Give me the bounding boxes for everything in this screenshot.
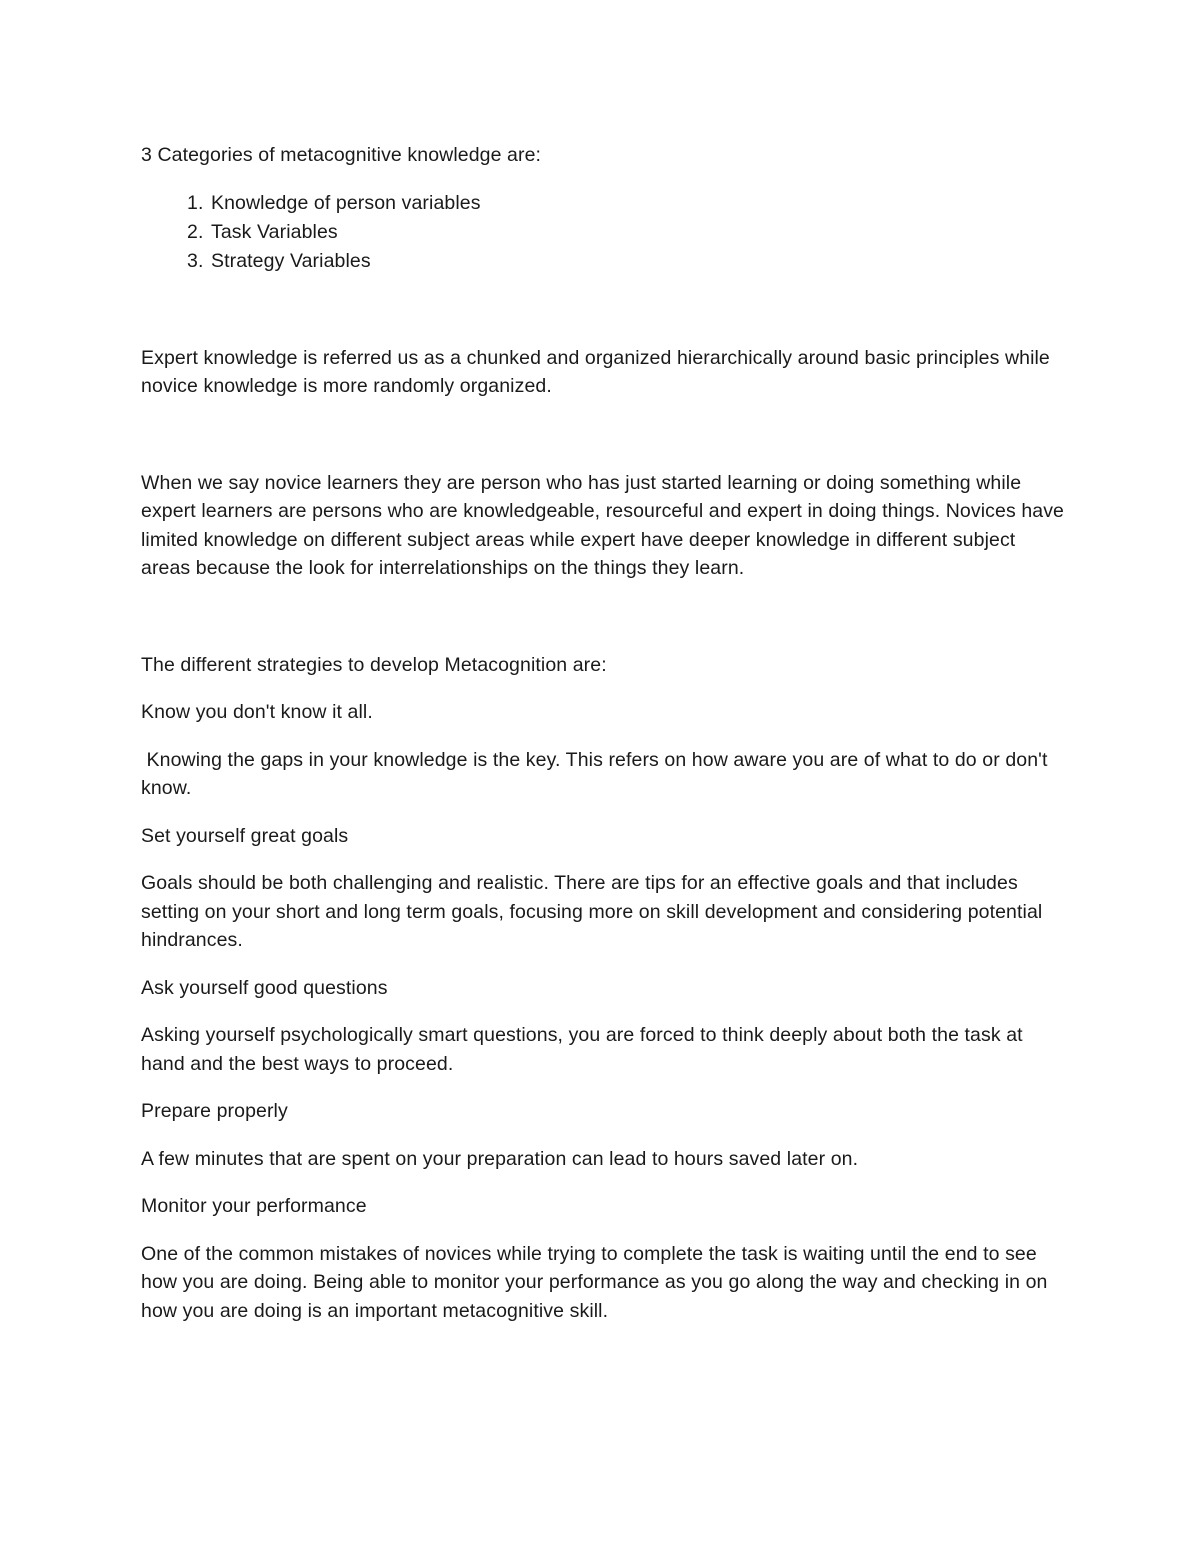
strategy-heading: Ask yourself good questions [141,976,388,999]
strategy-body: A few minutes that are spent on your preparation can lead to hours saved later on. [141,1147,859,1170]
blank-lines [141,401,1066,469]
blank-lines [141,276,1066,344]
list-number: 2. [187,220,204,243]
list-item [141,218,1066,247]
categories-list [141,189,1066,276]
strategy-body: Asking yourself psychologically smart questions, you are forced to think deeply about both the task at hand and the best ways to proceed. [141,1024,1023,1075]
strategy-heading: Set yourself great goals [141,824,349,847]
list-item-text: Task Variables [211,220,338,243]
blank-lines [141,583,1066,651]
document-body [141,141,1066,1344]
list-item-text: Knowledge of person variables [211,191,481,214]
list-item-text: Strategy Variables [211,249,371,272]
list-number: 1. [187,191,204,214]
novice-learners-paragraph: When we say novice learners they are person who has just started learning or doing something while expert learners are persons who are knowledgeable, resourceful and expert in doing things. Novices have limited knowledge on different subject areas while expert have deeper knowledge in different subject areas because the look for interrelationships on the things they learn. [141,471,1064,579]
list-item [141,189,1066,218]
list-item [141,247,1066,276]
strategy-body: Knowing the gaps in your knowledge is the key. This refers on how aware you are of what to do or don't know. [141,748,1054,799]
strategy-heading: Prepare properly [141,1100,288,1122]
strategies-intro: The different strategies to develop Metacognition are: [141,653,607,676]
list-number: 3. [187,249,204,272]
strategy-body: Goals should be both challenging and realistic. There are tips for an effective goals and that includes setting on your short and long term goals, focusing more on skill development and considering potential hindrances. [141,872,1043,951]
strategy-heading: Monitor your performance [141,1195,367,1217]
expert-knowledge-paragraph: Expert knowledge is referred us as a chunked and organized hierarchically around basic principles while novice knowledge is more randomly organized. [141,346,1050,397]
strategy-body: One of the common mistakes of novices while trying to complete the task is waiting until the end to see how you are doing. Being able to monitor your performance as you go along the way and checking in on how you are doing is an important metacognitive skill. [141,1242,1048,1322]
categories-intro: 3 Categories of metacognitive knowledge are: [141,144,542,166]
strategy-heading: Know you don't know it all. [141,701,373,723]
